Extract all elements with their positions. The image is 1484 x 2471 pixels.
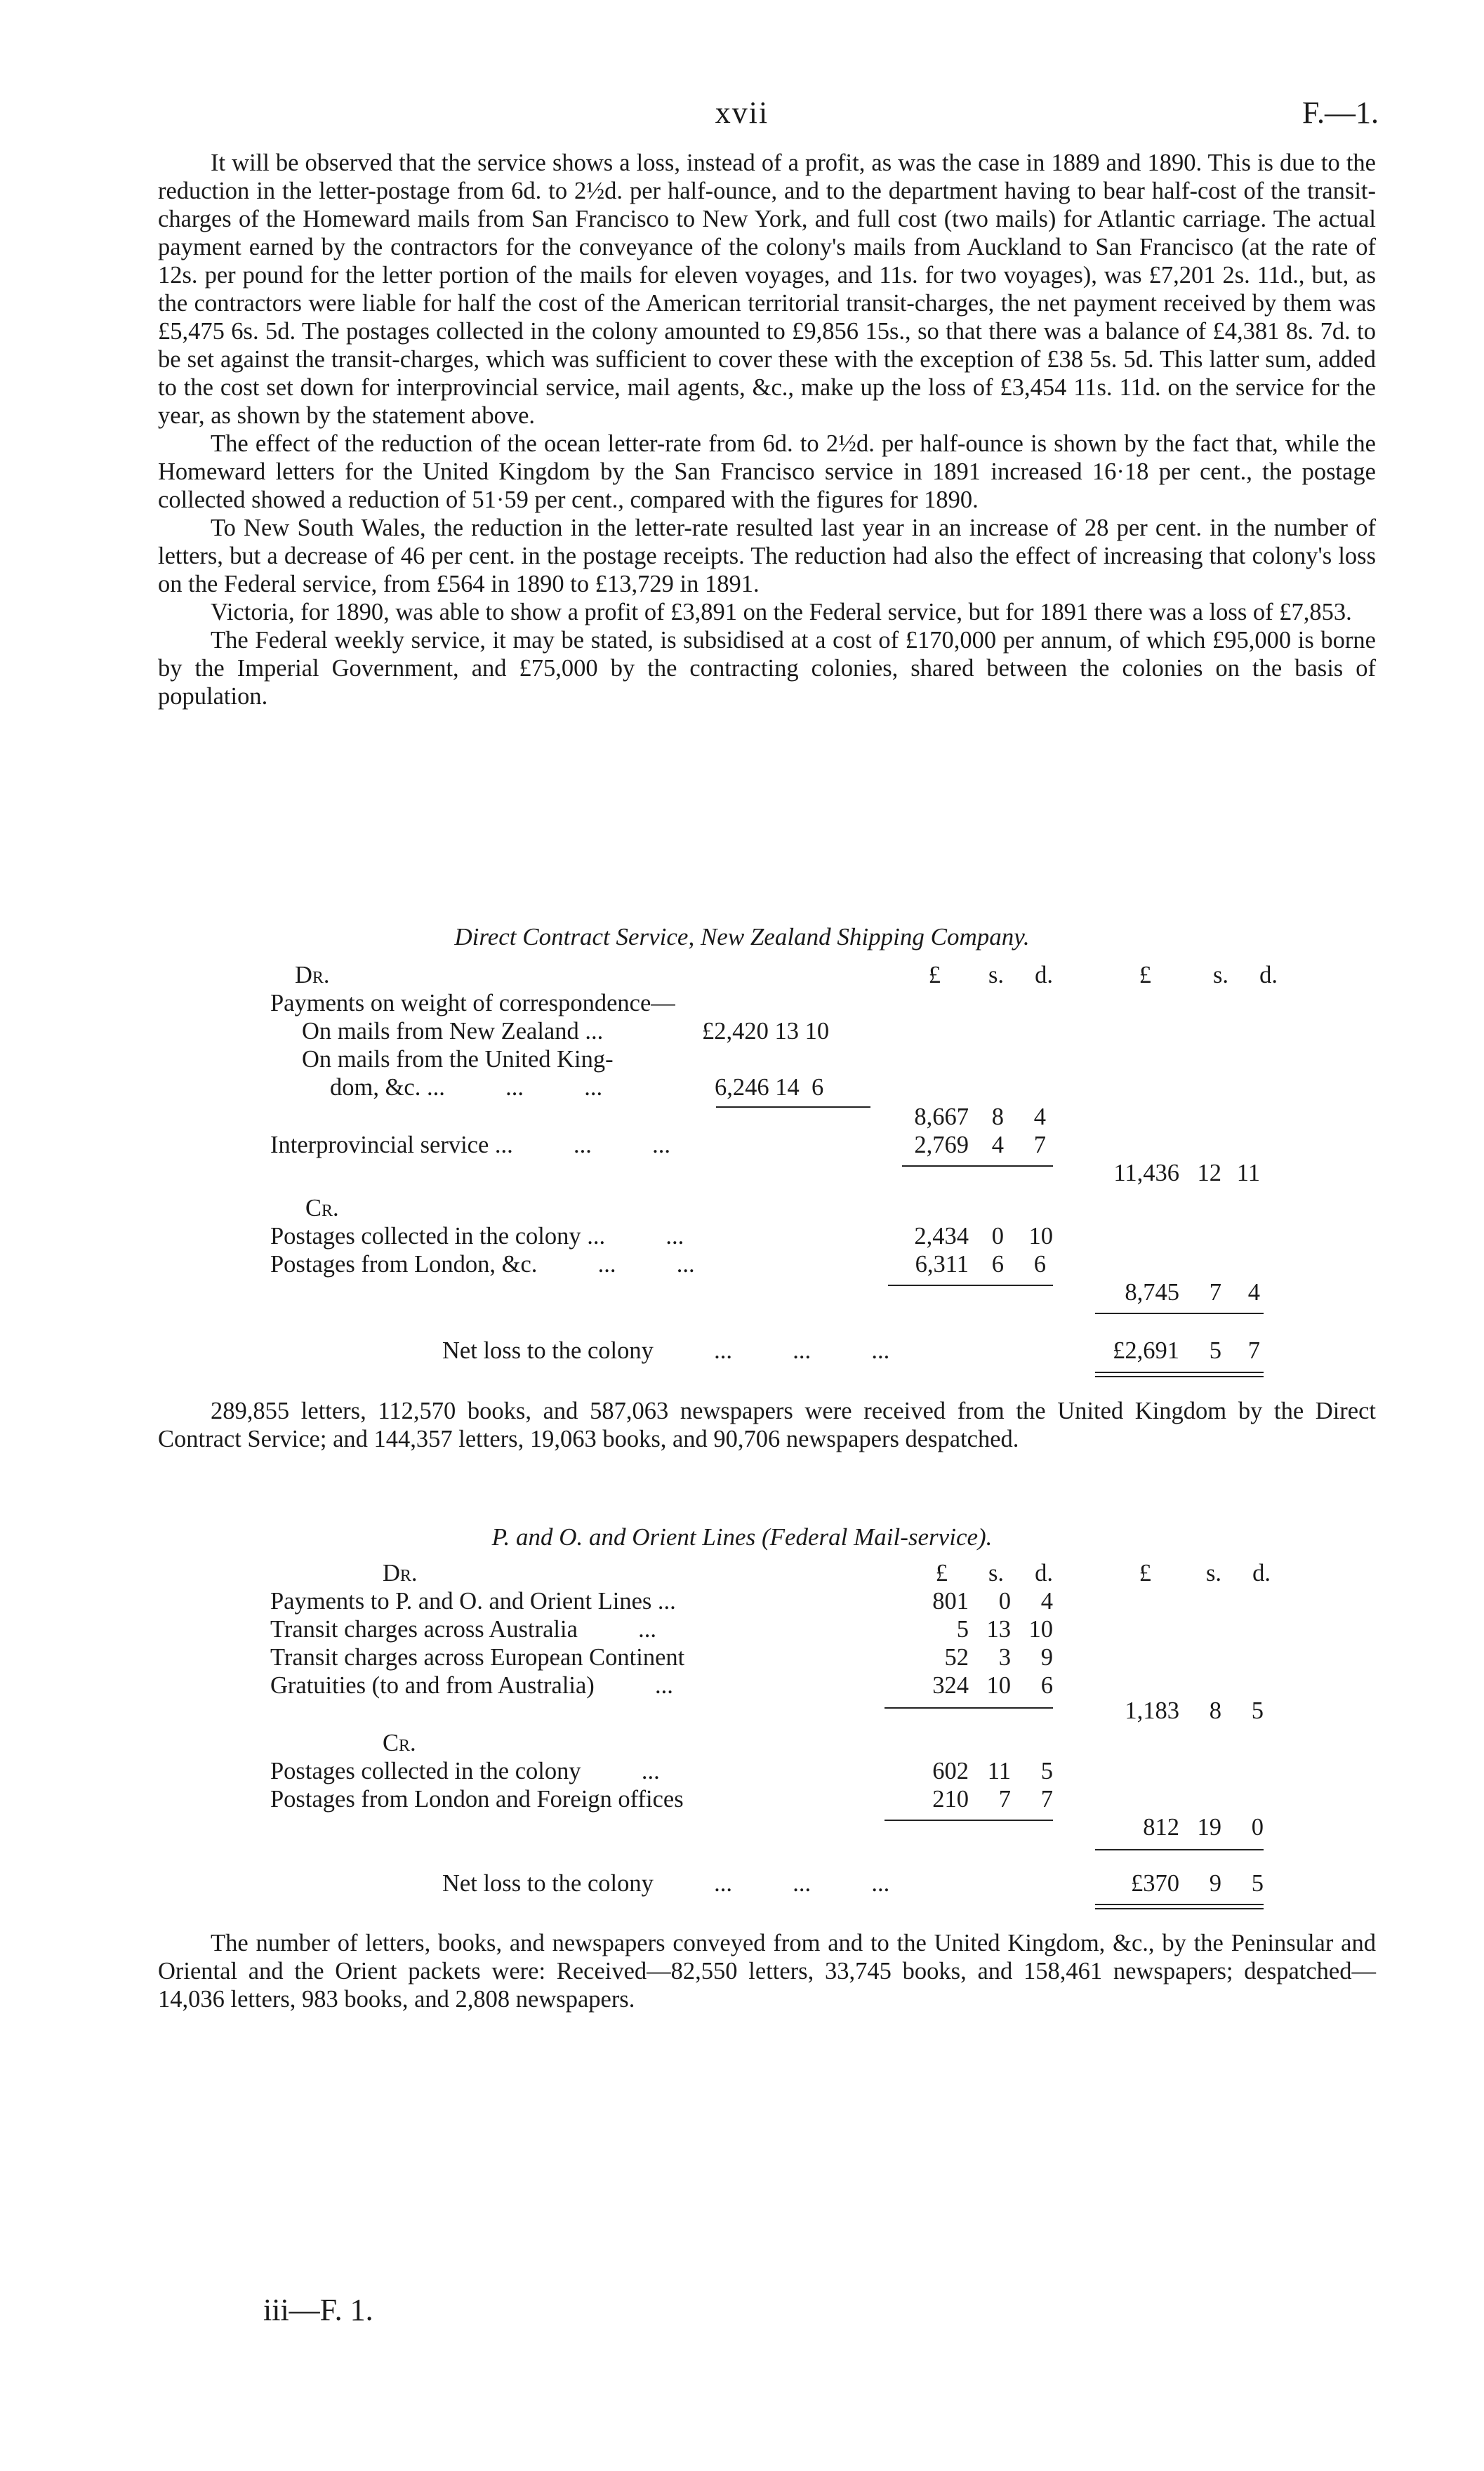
t2-net-s: 9 — [1209, 1870, 1221, 1897]
mid-paragraph-block — [158, 1397, 1376, 1453]
t1-pc-d: 10 — [1028, 1223, 1053, 1250]
t2-net-d: 5 — [1251, 1870, 1264, 1897]
t1-interprovincial-label: Interprovincial service ... ... ... — [270, 1132, 671, 1158]
t1-rule-net — [1095, 1313, 1264, 1314]
intro-paragraphs — [158, 149, 1376, 710]
t2-cr-row-1-d: 5 — [1040, 1758, 1053, 1784]
t1-head-d2: d. — [1259, 962, 1278, 988]
t1-inter-s: 4 — [991, 1132, 1004, 1158]
t1-head-l2: £ — [1139, 962, 1151, 988]
t1-uk-label-1: On mails from the United King- — [302, 1046, 614, 1073]
t2-row-3-l: 52 — [944, 1644, 969, 1671]
t1-net-s: 5 — [1209, 1337, 1221, 1364]
t2-cr-row-2-s: 7 — [998, 1786, 1011, 1813]
paragraph-5: The Federal weekly service, it may be stated, is subsidised at a cost of £170,000 per annum, of which £95,000 is borne by the Imperial Government, and £75,000 by the contracting colonies, shared between the colonies on the basis of population. — [158, 627, 1376, 710]
paragraph-3: To New South Wales, the reduction in the letter-rate resulted last year in an increase of 28 per cent. in the number of letters, but a decrease of 46 per cent. in the postage receipts. The reduction had also the effect of increasing that colony's loss on the Federal service, from £564 in 1890 to £13,729 in 1891. — [158, 515, 1376, 597]
t1-rule-dr — [902, 1165, 1053, 1167]
t2-row-2-label: Transit charges across Australia ... — [270, 1616, 657, 1643]
t2-total-dr-s: 8 — [1209, 1697, 1221, 1724]
end-paragraph: The number of letters, books, and newspapers conveyed from and to the United Kingdom, &c., by the Peninsular and Oriental and the Orient packets were: Received—82,550 letters, 33,745 books, and 158,461 newspapers; despatched—14,036 letters, 983 books, and 2,808 newspapers. — [158, 1930, 1376, 2013]
t1-uk-amount: 6,246 14 6 — [715, 1074, 824, 1101]
t1-head-d1: d. — [1035, 962, 1053, 988]
t2-head-s1: s. — [988, 1560, 1004, 1586]
t1-pc-l: 2,434 — [914, 1223, 969, 1250]
t2-cr-row-2-l: 210 — [932, 1786, 969, 1813]
paragraph-4: Victoria, for 1890, was able to show a profit of £3,891 on the Federal service, but for 1891 there was a loss of £7,853. — [211, 599, 1352, 625]
t2-head-d1: d. — [1035, 1560, 1053, 1586]
t2-cr-row-2-d: 7 — [1040, 1786, 1053, 1813]
t1-postages-london-label: Postages from London, &c. ... ... — [270, 1251, 695, 1278]
t2-head-l1: £ — [935, 1560, 948, 1586]
t2-rule-net — [1095, 1849, 1264, 1850]
t1-uk-label-2: dom, &c. ... ... ... — [330, 1074, 603, 1101]
table1-caption: Direct Contract Service, New Zealand Shipping Company. — [454, 923, 1030, 950]
t1-rule-cr — [888, 1285, 1053, 1286]
t1-head-s2: s. — [1212, 962, 1228, 988]
t1-postages-colony-label: Postages collected in the colony ... ... — [270, 1223, 684, 1250]
table2-caption: P. and O. and Orient Lines (Federal Mail-service). — [491, 1523, 993, 1551]
t2-row-1-s: 0 — [998, 1588, 1011, 1615]
table1-cr-heading: Cr. — [305, 1195, 339, 1221]
t2-row-1-d: 4 — [1040, 1588, 1053, 1615]
t1-sub-d: 4 — [1033, 1104, 1046, 1130]
t2-net-label: Net loss to the colony ... ... ... — [442, 1870, 890, 1897]
t2-total-cr-l: 812 — [1143, 1814, 1179, 1841]
t2-total-cr-s: 19 — [1197, 1814, 1221, 1841]
t2-row-2-s: 13 — [986, 1616, 1011, 1643]
t1-nz-amount: £2,420 13 10 — [702, 1018, 830, 1045]
t2-rule-final-1 — [1095, 1904, 1264, 1905]
t2-rule-dr — [885, 1707, 1053, 1709]
t2-cr-row-1-l: 602 — [932, 1758, 969, 1784]
paragraph-1: It will be observed that the service shows a loss, instead of a profit, as was the case in 1889 and 1890. This is due to the reduction in the letter-postage from 6d. to 2½d. per half-ounce, and to the department having to bear half-cost of the transit-charges of the Homeward mails from San Francisco to New York, and full cost (two mails) for Atlantic carriage. The actual payment earned by the contractors for the conveyance of the colony's mails from Auckland to San Francisco (at the rate of 12s. per pound for the letter portion of the mails for eleven voyages, and 11s. for two voyages), was £7,201 2s. 11d., but, as the contractors were liable for half the cost of the American territorial transit-charges, the net payment received by them was £5,475 6s. 5d. The postages collected in the colony amounted to £9,856 15s., so that there was a balance of £4,381 8s. 7d. to be set against the transit-charges, which was sufficient to cover these with the exception of £38 5s. 5d. This latter sum, added to the cost set down for interprovincial service, mail agents, &c., make up the loss of £3,454 11s. 11d. on the service for the year, as shown by the statement above. — [158, 150, 1376, 429]
t1-nz-label: On mails from New Zealand ... — [302, 1018, 604, 1045]
footer-code: iii—F. 1. — [263, 2293, 373, 2327]
t1-total-dr-s: 12 — [1197, 1160, 1221, 1186]
t1-pl-d: 6 — [1033, 1251, 1046, 1278]
table1-dr-heading: Dr. — [295, 962, 330, 988]
t2-head-d2: d. — [1252, 1560, 1271, 1586]
t2-row-4-label: Gratuities (to and from Australia) ... — [270, 1672, 673, 1699]
t2-total-dr-l: 1,183 — [1125, 1697, 1179, 1724]
table2-cr-heading: Cr. — [383, 1730, 416, 1756]
t2-net-l: £370 — [1131, 1870, 1179, 1897]
t1-inter-l: 2,769 — [914, 1132, 969, 1158]
t2-row-4-d: 6 — [1040, 1672, 1053, 1699]
t2-row-3-d: 9 — [1040, 1644, 1053, 1671]
t1-rule-final-1 — [1095, 1372, 1264, 1373]
t1-total-cr-d: 4 — [1247, 1279, 1260, 1306]
t1-total-dr-d: 11 — [1236, 1160, 1260, 1186]
t1-sub-l: 8,667 — [914, 1104, 969, 1130]
t2-cr-row-2-label: Postages from London and Foreign offices — [270, 1786, 684, 1813]
t1-net-l: £2,691 — [1113, 1337, 1179, 1364]
t1-rule-final-2 — [1095, 1376, 1264, 1377]
t1-rule-sub — [716, 1106, 870, 1108]
t1-pl-l: 6,311 — [915, 1251, 969, 1278]
report-code: F.—1. — [1302, 95, 1379, 130]
t2-head-l2: £ — [1139, 1560, 1151, 1586]
t1-total-cr-l: 8,745 — [1125, 1279, 1179, 1306]
mid-paragraph: 289,855 letters, 112,570 books, and 587,063 newspapers were received from the United Kingdom by the Direct Contract Service; and 144,357 letters, 19,063 books, and 90,706 newspapers despatched. — [158, 1398, 1376, 1452]
end-paragraph-block — [158, 1929, 1376, 2013]
t2-total-dr-d: 5 — [1251, 1697, 1264, 1724]
t2-row-1-l: 801 — [932, 1588, 969, 1615]
t2-cr-row-1-label: Postages collected in the colony ... — [270, 1758, 660, 1784]
t1-payments-label: Payments on weight of correspondence— — [270, 990, 675, 1016]
t1-pl-s: 6 — [991, 1251, 1004, 1278]
t2-row-2-d: 10 — [1028, 1616, 1053, 1643]
t1-total-cr-s: 7 — [1209, 1279, 1221, 1306]
t2-row-4-l: 324 — [932, 1672, 969, 1699]
page-number: xvii — [715, 95, 769, 130]
t2-row-4-s: 10 — [986, 1672, 1011, 1699]
t2-rule-final-2 — [1095, 1908, 1264, 1909]
t1-sub-s: 8 — [991, 1104, 1004, 1130]
t2-row-3-s: 3 — [998, 1644, 1011, 1671]
t1-net-d: 7 — [1247, 1337, 1260, 1364]
t1-head-l1: £ — [928, 962, 941, 988]
t1-inter-d: 7 — [1033, 1132, 1046, 1158]
table2-dr-heading: Dr. — [383, 1560, 418, 1586]
t2-row-2-l: 5 — [956, 1616, 969, 1643]
t1-net-label: Net loss to the colony ... ... ... — [442, 1337, 890, 1364]
t2-total-cr-d: 0 — [1251, 1814, 1264, 1841]
paragraph-2: The effect of the reduction of the ocean letter-rate from 6d. to 2½d. per half-ounce is shown by the fact that, while the Homeward letters for the United Kingdom by the San Francisco service in 1891 increased 16·18 per cent., the postage collected showed a reduction of 51·59 per cent., compared with the figures for 1890. — [158, 430, 1376, 513]
t1-pc-s: 0 — [991, 1223, 1004, 1250]
t2-row-1-label: Payments to P. and O. and Orient Lines ... — [270, 1588, 676, 1615]
t2-cr-row-1-s: 11 — [987, 1758, 1011, 1784]
t2-head-s2: s. — [1205, 1560, 1221, 1586]
t2-rule-cr — [885, 1820, 1053, 1821]
t1-head-s1: s. — [988, 962, 1004, 988]
t1-total-dr-l: 11,436 — [1113, 1160, 1179, 1186]
t2-row-3-label: Transit charges across European Continent — [270, 1644, 685, 1671]
